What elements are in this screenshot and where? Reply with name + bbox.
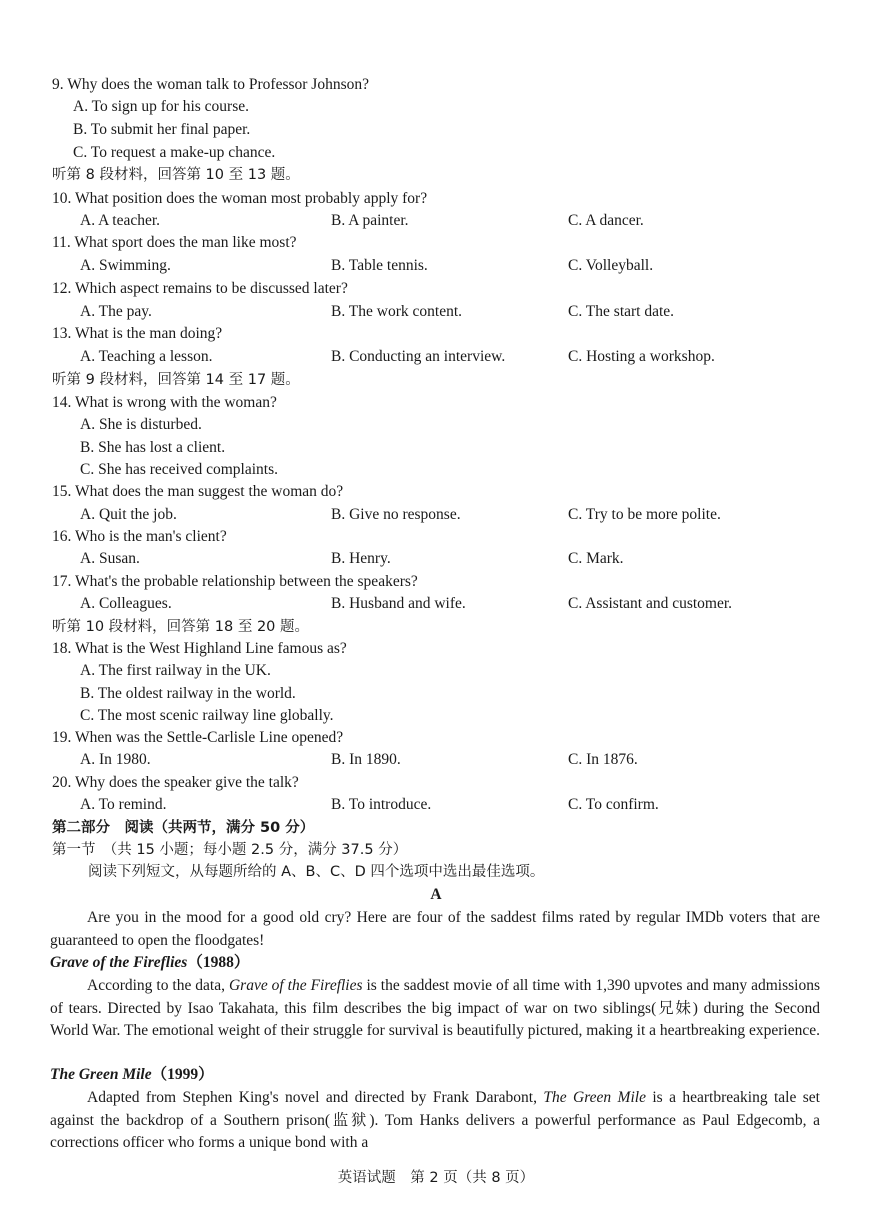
question-19-option-b: B. In 1890. xyxy=(331,751,401,768)
film-2-title: The Green Mile xyxy=(50,1066,152,1083)
section-8-heading: 听第 8 段材料，回答第 10 至 13 题。 xyxy=(52,167,300,183)
film-2-inline-title: The Green Mile xyxy=(543,1089,646,1106)
question-17-stem: 17. What's the probable relationship between the speakers? xyxy=(52,573,418,590)
section-1-title: 第一节 （共 15 小题；每小题 2.5 分，满分 37.5 分） xyxy=(52,842,408,858)
section-10-heading: 听第 10 段材料，回答第 18 至 20 题。 xyxy=(52,619,310,635)
film-1-heading xyxy=(50,953,249,973)
question-18-option-a: A. The first railway in the UK. xyxy=(80,662,271,679)
film-2-text-before: Adapted from Stephen King's novel and directed by Frank Darabont, xyxy=(87,1089,544,1106)
question-9-option-b: B. To submit her final paper. xyxy=(73,121,251,138)
section-9-heading: 听第 9 段材料，回答第 14 至 17 题。 xyxy=(52,372,300,388)
reading-instruction: 阅读下列短文，从每题所给的 A、B、C、D 四个选项中选出最佳选项。 xyxy=(88,864,545,880)
question-14-option-c: C. She has received complaints. xyxy=(80,461,279,478)
question-16-option-a: A. Susan. xyxy=(80,550,140,567)
question-16-option-c: C. Mark. xyxy=(568,550,624,567)
question-12-option-b: B. The work content. xyxy=(331,303,463,320)
question-14-option-a: A. She is disturbed. xyxy=(80,416,202,433)
question-18-stem: 18. What is the West Highland Line famous as? xyxy=(52,640,347,657)
page-footer: 英语试题 第 2 页（共 8 页） xyxy=(337,1170,535,1186)
question-10-option-b: B. A painter. xyxy=(331,212,409,229)
question-20-option-b: B. To introduce. xyxy=(331,796,432,813)
intro-text: Are you in the mood for a good old cry? Here are four of the saddest films rated by regular IMDb voters that are guaranteed to open the floodgates! xyxy=(50,909,820,949)
question-9-option-a: A. To sign up for his course. xyxy=(73,98,250,115)
passage-label: A xyxy=(430,886,442,903)
question-15-stem: 15. What does the man suggest the woman do? xyxy=(52,483,344,500)
question-16-stem: 16. Who is the man's client? xyxy=(52,528,227,545)
question-19-option-a: A. In 1980. xyxy=(80,751,151,768)
question-10-stem: 10. What position does the woman most probably apply for? xyxy=(52,190,428,207)
question-12-stem: 12. Which aspect remains to be discussed later? xyxy=(52,280,348,297)
question-20-option-a: A. To remind. xyxy=(80,796,167,813)
film-2-year: （1999） xyxy=(151,1066,214,1083)
film-1-year: （1988） xyxy=(187,954,250,971)
question-15-option-c: C. Try to be more polite. xyxy=(568,506,721,523)
film-1-title: Grave of the Fireflies xyxy=(50,954,188,971)
question-15-option-b: B. Give no response. xyxy=(331,506,461,523)
film-1-text-after: is the saddest movie of all time with 1,390 upvotes and many admissions of tears. Directed by Isao Takahata, this film describes the big impact of war on two siblings(兄妹) during the Second World War. The emotional weight of their struggle for survival is beautifully pictured, making it a heartbreaking experience. xyxy=(50,977,821,1040)
question-16-option-b: B. Henry. xyxy=(331,550,391,567)
question-19-option-c: C. In 1876. xyxy=(568,751,638,768)
question-12-option-a: A. The pay. xyxy=(80,303,152,320)
question-17-option-a: A. Colleagues. xyxy=(80,595,172,612)
film-1-paragraph xyxy=(50,975,820,1043)
question-19-stem: 19. When was the Settle-Carlisle Line opened? xyxy=(52,729,344,746)
question-20-option-c: C. To confirm. xyxy=(568,796,659,813)
question-11-option-a: A. Swimming. xyxy=(80,257,171,274)
question-14-stem: 14. What is wrong with the woman? xyxy=(52,394,277,411)
film-1-text-before: According to the data, xyxy=(87,977,229,994)
film-2-paragraph xyxy=(50,1087,820,1155)
question-13-option-b: B. Conducting an interview. xyxy=(331,348,506,365)
question-18-option-c: C. The most scenic railway line globally. xyxy=(80,707,334,724)
question-17-option-b: B. Husband and wife. xyxy=(331,595,466,612)
question-15-option-a: A. Quit the job. xyxy=(80,506,177,523)
question-18-option-b: B. The oldest railway in the world. xyxy=(80,685,296,702)
question-13-stem: 13. What is the man doing? xyxy=(52,325,223,342)
question-11-option-b: B. Table tennis. xyxy=(331,257,428,274)
question-11-stem: 11. What sport does the man like most? xyxy=(52,234,297,251)
question-9-stem: 9. Why does the woman talk to Professor Johnson? xyxy=(52,76,369,93)
part-2-title: 第二部分 阅读（共两节，满分 50 分） xyxy=(52,820,315,836)
question-10-option-c: C. A dancer. xyxy=(568,212,644,229)
question-12-option-c: C. The start date. xyxy=(568,303,675,320)
passage-intro xyxy=(50,907,820,952)
question-13-option-a: A. Teaching a lesson. xyxy=(80,348,213,365)
question-20-stem: 20. Why does the speaker give the talk? xyxy=(52,774,299,791)
question-14-option-b: B. She has lost a client. xyxy=(80,439,226,456)
question-17-option-c: C. Assistant and customer. xyxy=(568,595,733,612)
film-2-heading xyxy=(50,1065,214,1085)
question-13-option-c: C. Hosting a workshop. xyxy=(568,348,715,365)
question-11-option-c: C. Volleyball. xyxy=(568,257,654,274)
question-10-option-a: A. A teacher. xyxy=(80,212,161,229)
question-9-option-c: C. To request a make-up chance. xyxy=(73,144,276,161)
film-2-text-after: is a heartbreaking tale set against the backdrop of a Southern prison(监狱). Tom Hanks delivers a powerful performance as Paul Edgecomb, a corrections officer who forms a unique bond with a xyxy=(50,1089,820,1152)
film-1-inline-title: Grave of the Fireflies xyxy=(228,977,363,994)
